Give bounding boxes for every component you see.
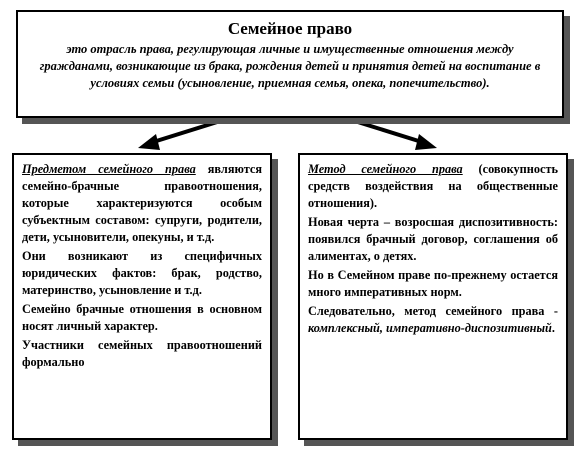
method-conclusion-italic: комплексный, императивно-диспозитивный <box>308 321 552 335</box>
method-paragraph-4 <box>308 303 558 337</box>
family-law-title: Семейное право <box>227 19 353 38</box>
arrow-left-head <box>138 134 160 150</box>
arrow-right-line <box>345 118 425 143</box>
subject-heading: Предметом семейного права <box>22 162 196 176</box>
subject-paragraph-4: Участники семейных правоотношений формально <box>22 338 262 369</box>
family-law-definition-box <box>16 10 564 118</box>
method-box <box>298 153 568 440</box>
subject-paragraph-2: Они возникают из специфичных юридических фактов: брак, родство, материнство, усыновление и т.д. <box>22 249 262 297</box>
method-paragraph-1 <box>308 161 558 212</box>
subject-text-1: являются семейно-брачные правоотношения, которые характеризуются особым субъектным составом: супруги, родители, дети, усыновители, опекуны, и т.д. <box>22 162 263 244</box>
method-paragraph-3: Но в Семейном праве по-прежнему остается много императивных норм. <box>308 268 558 299</box>
method-paragraph-2: Новая черта – возросшая диспозитивность: появился брачный договор, соглашения об алиментах, о детях. <box>308 215 558 263</box>
subject-box <box>12 153 272 440</box>
arrow-left-line <box>150 118 230 143</box>
arrow-right-head <box>415 134 437 150</box>
method-heading: Метод семейного права <box>308 162 463 176</box>
method-conclusion-end: . <box>551 321 555 335</box>
method-text-1: (совокупность средств воздействия на общественные отношения). <box>308 162 558 210</box>
method-conclusion-start: Следовательно, метод семейного права - <box>308 304 558 318</box>
subject-paragraph-1 <box>22 161 262 246</box>
family-law-description: это отрасль права, регулирующая личные и имущественные отношения между гражданами, возникающие из брака, рождения детей и принятия детей на воспитание в условиях семьи (усыновление, приемная семья, опека, попечительство). <box>39 42 541 90</box>
subject-paragraph-3: Семейно брачные отношения в основном носят личный характер. <box>22 302 262 333</box>
